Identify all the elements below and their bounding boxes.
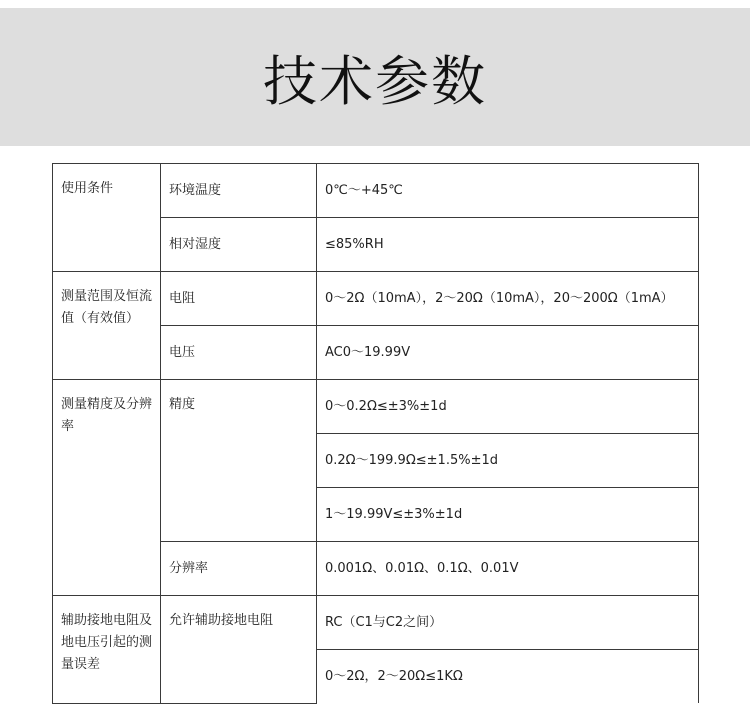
table-row (53, 164, 699, 218)
category-cell: 辅助接地电阻及地电压引起的测量误差 (53, 596, 161, 704)
value-cell: AC0～19.99V (317, 326, 699, 380)
category-cell: 测量范围及恒流值（有效值） (53, 272, 161, 380)
value-cell: 0.001Ω、0.01Ω、0.1Ω、0.01V (317, 542, 699, 596)
param-cell: 环境温度 (161, 164, 317, 218)
value-cell: RC（C1与C2之间） (317, 596, 699, 650)
param-cell: 分辨率 (161, 542, 317, 596)
table-row (53, 272, 699, 326)
category-cell: 测量精度及分辨率 (53, 380, 161, 596)
value-cell: 0～0.2Ω≤±3%±1d (317, 380, 699, 434)
value-cell: 0℃～+45℃ (317, 164, 699, 218)
table-row (53, 596, 699, 650)
param-cell: 相对湿度 (161, 218, 317, 272)
title-banner (0, 8, 750, 146)
value-cell: ≤85%RH (317, 218, 699, 272)
value-cell: 0～2Ω，2～20Ω≤1KΩ (317, 650, 699, 704)
param-cell: 电阻 (161, 272, 317, 326)
param-cell: 精度 (161, 380, 317, 542)
value-cell: 0.2Ω～199.9Ω≤±1.5%±1d (317, 434, 699, 488)
page-title: 技术参数 (263, 49, 487, 113)
param-cell: 电压 (161, 326, 317, 380)
category-cell: 使用条件 (53, 164, 161, 272)
value-cell: 1～19.99V≤±3%±1d (317, 488, 699, 542)
value-cell: 0～2Ω（10mA），2～20Ω（10mA），20～200Ω（1mA） (317, 272, 699, 326)
param-cell: 允许辅助接地电阻 (161, 596, 317, 704)
spec-table (52, 163, 699, 704)
table-row (53, 380, 699, 434)
